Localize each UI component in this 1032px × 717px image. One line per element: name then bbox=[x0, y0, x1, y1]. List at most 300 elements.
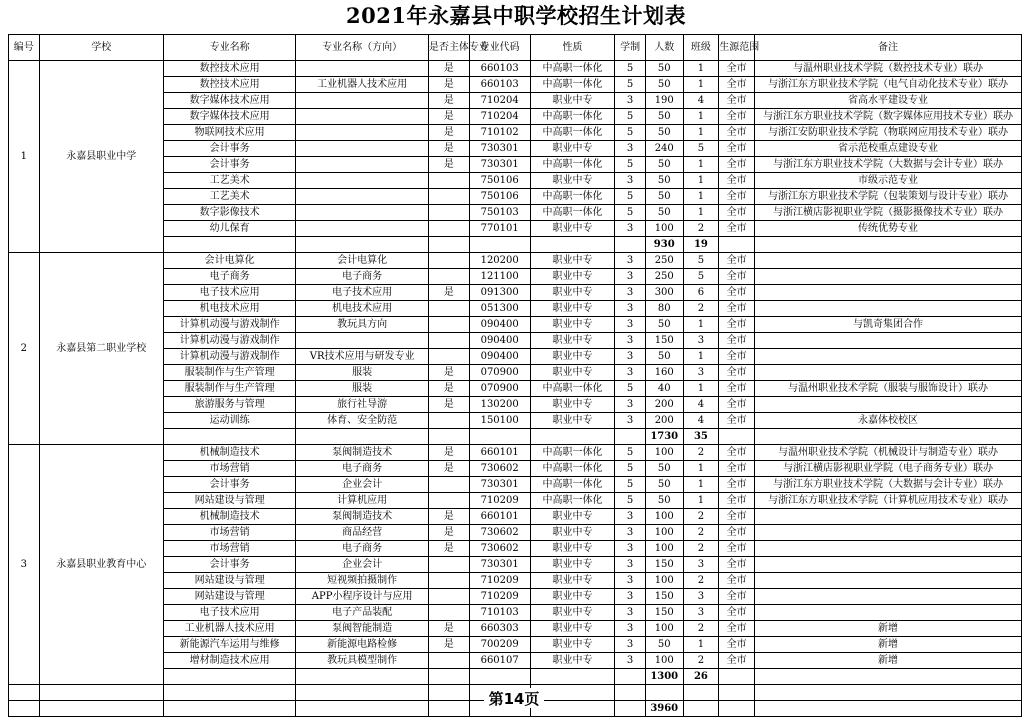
is-main-cell: 是 bbox=[428, 461, 469, 477]
scope-cell: 全市 bbox=[719, 205, 755, 221]
remarks-cell: 与浙江东方职业技术学院（大数据与会计专业）联办 bbox=[754, 157, 1021, 173]
is-main-cell: 是 bbox=[428, 109, 469, 125]
scope-cell: 全市 bbox=[719, 141, 755, 157]
major-cell: 工艺美术 bbox=[163, 189, 295, 205]
direction-cell: 服装 bbox=[296, 381, 428, 397]
empty-cell bbox=[39, 685, 163, 701]
students-cell: 40 bbox=[645, 381, 683, 397]
type-cell: 职业中专 bbox=[530, 541, 615, 557]
remarks-cell: 与温州职业技术学院（机械设计与制造专业）联办 bbox=[754, 445, 1021, 461]
is-main-cell bbox=[428, 317, 469, 333]
classes-cell: 1 bbox=[683, 173, 719, 189]
classes-cell: 2 bbox=[683, 301, 719, 317]
scope-cell: 全市 bbox=[719, 509, 755, 525]
years-cell: 3 bbox=[615, 93, 646, 109]
classes-cell: 1 bbox=[683, 477, 719, 493]
direction-cell bbox=[296, 93, 428, 109]
empty-cell bbox=[163, 237, 295, 253]
code-cell: 120200 bbox=[469, 253, 530, 269]
empty-cell bbox=[615, 701, 646, 717]
type-cell: 中高职一体化 bbox=[530, 61, 615, 77]
direction-cell: 泵阀制造技术 bbox=[296, 509, 428, 525]
type-cell: 中高职一体化 bbox=[530, 109, 615, 125]
direction-cell bbox=[296, 189, 428, 205]
type-cell: 职业中专 bbox=[530, 397, 615, 413]
is-main-cell bbox=[428, 349, 469, 365]
classes-cell: 3 bbox=[683, 605, 719, 621]
code-cell: 660103 bbox=[469, 77, 530, 93]
type-cell: 中高职一体化 bbox=[530, 445, 615, 461]
type-cell: 职业中专 bbox=[530, 317, 615, 333]
students-cell: 50 bbox=[645, 493, 683, 509]
years-cell: 3 bbox=[615, 573, 646, 589]
major-cell: 电子商务 bbox=[163, 269, 295, 285]
type-cell: 职业中专 bbox=[530, 413, 615, 429]
scope-cell: 全市 bbox=[719, 525, 755, 541]
empty-cell bbox=[719, 429, 755, 445]
students-cell: 50 bbox=[645, 189, 683, 205]
remarks-cell: 与浙江横店影视职业学院（摄影摄像技术专业）联办 bbox=[754, 205, 1021, 221]
scope-cell: 全市 bbox=[719, 109, 755, 125]
years-cell: 3 bbox=[615, 397, 646, 413]
empty-cell bbox=[163, 669, 295, 685]
empty-cell bbox=[615, 685, 646, 701]
remarks-cell: 与浙江横店影视职业学院（电子商务专业）联办 bbox=[754, 461, 1021, 477]
students-cell: 50 bbox=[645, 461, 683, 477]
is-main-cell bbox=[428, 413, 469, 429]
code-cell: 730301 bbox=[469, 477, 530, 493]
remarks-cell: 与温州职业技术学院（数控技术专业）联办 bbox=[754, 61, 1021, 77]
scope-cell: 全市 bbox=[719, 317, 755, 333]
direction-cell bbox=[296, 333, 428, 349]
scope-cell: 全市 bbox=[719, 381, 755, 397]
students-cell: 100 bbox=[645, 525, 683, 541]
major-cell: 会计电算化 bbox=[163, 253, 295, 269]
scope-cell: 全市 bbox=[719, 573, 755, 589]
is-main-cell: 是 bbox=[428, 541, 469, 557]
classes-cell: 1 bbox=[683, 157, 719, 173]
empty-cell bbox=[530, 237, 615, 253]
is-main-cell bbox=[428, 477, 469, 493]
is-main-cell: 是 bbox=[428, 125, 469, 141]
type-cell: 职业中专 bbox=[530, 557, 615, 573]
students-cell: 50 bbox=[645, 77, 683, 93]
years-cell: 3 bbox=[615, 221, 646, 237]
remarks-cell: 传统优势专业 bbox=[754, 221, 1021, 237]
major-cell: 市场营销 bbox=[163, 525, 295, 541]
school-number-cell: 3 bbox=[9, 445, 40, 685]
students-cell: 50 bbox=[645, 173, 683, 189]
students-cell: 100 bbox=[645, 653, 683, 669]
scope-cell: 全市 bbox=[719, 269, 755, 285]
code-cell: 070900 bbox=[469, 365, 530, 381]
direction-cell: 电子产品装配 bbox=[296, 605, 428, 621]
empty-cell bbox=[683, 701, 719, 717]
remarks-cell: 永嘉体校校区 bbox=[754, 413, 1021, 429]
header-type: 性质 bbox=[530, 35, 615, 61]
students-cell: 190 bbox=[645, 93, 683, 109]
scope-cell: 全市 bbox=[719, 93, 755, 109]
classes-cell: 2 bbox=[683, 525, 719, 541]
classes-cell: 1 bbox=[683, 493, 719, 509]
remarks-cell bbox=[754, 269, 1021, 285]
classes-cell: 1 bbox=[683, 317, 719, 333]
direction-cell: 泵阀制造技术 bbox=[296, 445, 428, 461]
type-cell: 职业中专 bbox=[530, 605, 615, 621]
code-cell: 710204 bbox=[469, 109, 530, 125]
classes-cell: 3 bbox=[683, 333, 719, 349]
major-cell: 计算机动漫与游戏制作 bbox=[163, 317, 295, 333]
header-school: 学校 bbox=[39, 35, 163, 61]
direction-cell: 企业会计 bbox=[296, 557, 428, 573]
empty-cell bbox=[296, 237, 428, 253]
type-cell: 职业中专 bbox=[530, 525, 615, 541]
code-cell: 090400 bbox=[469, 317, 530, 333]
years-cell: 3 bbox=[615, 333, 646, 349]
remarks-cell: 与浙江东方职业技术学院（大数据与会计专业）联办 bbox=[754, 477, 1021, 493]
page-title: 2021年永嘉县中职学校招生计划表 bbox=[346, 3, 686, 28]
page-number: 第14页 bbox=[484, 688, 544, 708]
major-cell: 新能源汽车运用与维修 bbox=[163, 637, 295, 653]
scope-cell: 全市 bbox=[719, 301, 755, 317]
code-cell: 121100 bbox=[469, 269, 530, 285]
scope-cell: 全市 bbox=[719, 189, 755, 205]
classes-cell: 6 bbox=[683, 285, 719, 301]
remarks-cell bbox=[754, 285, 1021, 301]
classes-cell: 5 bbox=[683, 269, 719, 285]
scope-cell: 全市 bbox=[719, 621, 755, 637]
is-main-cell: 是 bbox=[428, 525, 469, 541]
students-cell: 50 bbox=[645, 349, 683, 365]
type-cell: 职业中专 bbox=[530, 93, 615, 109]
direction-cell bbox=[296, 221, 428, 237]
remarks-cell: 与浙江东方职业技术学院（数字媒体应用技术专业）联办 bbox=[754, 109, 1021, 125]
direction-cell: 旅行社导游 bbox=[296, 397, 428, 413]
type-cell: 职业中专 bbox=[530, 173, 615, 189]
is-main-cell bbox=[428, 605, 469, 621]
type-cell: 中高职一体化 bbox=[530, 157, 615, 173]
direction-cell: 电子商务 bbox=[296, 269, 428, 285]
is-main-cell bbox=[428, 573, 469, 589]
remarks-cell bbox=[754, 557, 1021, 573]
school-name-cell: 永嘉县第二职业学校 bbox=[39, 253, 163, 445]
remarks-cell: 与温州职业技术学院（服装与服饰设计）联办 bbox=[754, 381, 1021, 397]
major-cell: 运动训练 bbox=[163, 413, 295, 429]
empty-cell bbox=[469, 429, 530, 445]
scope-cell: 全市 bbox=[719, 605, 755, 621]
direction-cell: 泵阀智能制造 bbox=[296, 621, 428, 637]
direction-cell bbox=[296, 157, 428, 173]
type-cell: 职业中专 bbox=[530, 637, 615, 653]
empty-cell bbox=[754, 701, 1021, 717]
code-cell: 091300 bbox=[469, 285, 530, 301]
students-cell: 50 bbox=[645, 637, 683, 653]
years-cell: 5 bbox=[615, 61, 646, 77]
students-cell: 50 bbox=[645, 61, 683, 77]
code-cell: 710209 bbox=[469, 589, 530, 605]
empty-cell bbox=[296, 429, 428, 445]
students-cell: 200 bbox=[645, 413, 683, 429]
is-main-cell bbox=[428, 221, 469, 237]
code-cell: 750106 bbox=[469, 173, 530, 189]
direction-cell: 电子商务 bbox=[296, 541, 428, 557]
subtotal-classes: 26 bbox=[683, 669, 719, 685]
students-cell: 150 bbox=[645, 605, 683, 621]
years-cell: 3 bbox=[615, 253, 646, 269]
empty-cell bbox=[645, 685, 683, 701]
header-no: 编号 bbox=[9, 35, 40, 61]
type-cell: 职业中专 bbox=[530, 333, 615, 349]
direction-cell: APP小程序设计与应用 bbox=[296, 589, 428, 605]
code-cell: 750103 bbox=[469, 205, 530, 221]
direction-cell: 电子技术应用 bbox=[296, 285, 428, 301]
students-cell: 150 bbox=[645, 589, 683, 605]
remarks-cell: 新增 bbox=[754, 637, 1021, 653]
direction-cell: 工业机器人技术应用 bbox=[296, 77, 428, 93]
classes-cell: 3 bbox=[683, 589, 719, 605]
code-cell: 710209 bbox=[469, 493, 530, 509]
major-cell: 电子技术应用 bbox=[163, 285, 295, 301]
empty-cell bbox=[428, 701, 469, 717]
scope-cell: 全市 bbox=[719, 125, 755, 141]
students-cell: 100 bbox=[645, 621, 683, 637]
scope-cell: 全市 bbox=[719, 61, 755, 77]
major-cell: 数控技术应用 bbox=[163, 61, 295, 77]
years-cell: 5 bbox=[615, 461, 646, 477]
subtotal-students: 1300 bbox=[645, 669, 683, 685]
code-cell: 090400 bbox=[469, 349, 530, 365]
remarks-cell bbox=[754, 253, 1021, 269]
type-cell: 职业中专 bbox=[530, 621, 615, 637]
empty-cell bbox=[296, 701, 428, 717]
subtotal-students: 930 bbox=[645, 237, 683, 253]
years-cell: 5 bbox=[615, 189, 646, 205]
code-cell: 090400 bbox=[469, 333, 530, 349]
years-cell: 5 bbox=[615, 205, 646, 221]
remarks-cell: 与浙江东方职业技术学院（计算机应用技术专业）联办 bbox=[754, 493, 1021, 509]
major-cell: 工艺美术 bbox=[163, 173, 295, 189]
is-main-cell: 是 bbox=[428, 77, 469, 93]
major-cell: 服装制作与生产管理 bbox=[163, 381, 295, 397]
major-cell: 数字影像技术 bbox=[163, 205, 295, 221]
remarks-cell bbox=[754, 589, 1021, 605]
classes-cell: 1 bbox=[683, 461, 719, 477]
direction-cell bbox=[296, 125, 428, 141]
remarks-cell: 市级示范专业 bbox=[754, 173, 1021, 189]
empty-cell bbox=[615, 237, 646, 253]
table-row bbox=[9, 61, 1022, 77]
major-cell: 机械制造技术 bbox=[163, 509, 295, 525]
classes-cell: 1 bbox=[683, 189, 719, 205]
empty-cell bbox=[719, 701, 755, 717]
scope-cell: 全市 bbox=[719, 349, 755, 365]
scope-cell: 全市 bbox=[719, 157, 755, 173]
years-cell: 3 bbox=[615, 173, 646, 189]
is-main-cell: 是 bbox=[428, 93, 469, 109]
is-main-cell bbox=[428, 333, 469, 349]
major-cell: 计算机动漫与游戏制作 bbox=[163, 349, 295, 365]
remarks-cell bbox=[754, 605, 1021, 621]
scope-cell: 全市 bbox=[719, 557, 755, 573]
years-cell: 3 bbox=[615, 365, 646, 381]
years-cell: 5 bbox=[615, 381, 646, 397]
code-cell: 660303 bbox=[469, 621, 530, 637]
code-cell: 730602 bbox=[469, 541, 530, 557]
scope-cell: 全市 bbox=[719, 637, 755, 653]
students-cell: 100 bbox=[645, 541, 683, 557]
empty-cell bbox=[163, 685, 295, 701]
years-cell: 5 bbox=[615, 445, 646, 461]
students-cell: 50 bbox=[645, 477, 683, 493]
classes-cell: 5 bbox=[683, 141, 719, 157]
type-cell: 职业中专 bbox=[530, 349, 615, 365]
subtotal-students: 1730 bbox=[645, 429, 683, 445]
years-cell: 3 bbox=[615, 525, 646, 541]
is-main-cell: 是 bbox=[428, 637, 469, 653]
major-cell: 服装制作与生产管理 bbox=[163, 365, 295, 381]
empty-cell bbox=[615, 669, 646, 685]
direction-cell: 短视频拍摄制作 bbox=[296, 573, 428, 589]
students-cell: 50 bbox=[645, 109, 683, 125]
code-cell: 710204 bbox=[469, 93, 530, 109]
header-code: 专业代码 bbox=[469, 35, 530, 61]
years-cell: 3 bbox=[615, 349, 646, 365]
is-main-cell bbox=[428, 301, 469, 317]
type-cell: 职业中专 bbox=[530, 301, 615, 317]
code-cell: 660107 bbox=[469, 653, 530, 669]
students-cell: 150 bbox=[645, 557, 683, 573]
years-cell: 5 bbox=[615, 477, 646, 493]
remarks-cell: 新增 bbox=[754, 653, 1021, 669]
major-cell: 会计事务 bbox=[163, 141, 295, 157]
major-cell: 市场营销 bbox=[163, 541, 295, 557]
is-main-cell bbox=[428, 493, 469, 509]
direction-cell bbox=[296, 173, 428, 189]
direction-cell: 服装 bbox=[296, 365, 428, 381]
years-cell: 3 bbox=[615, 557, 646, 573]
empty-cell bbox=[530, 429, 615, 445]
remarks-cell bbox=[754, 509, 1021, 525]
major-cell: 机械制造技术 bbox=[163, 445, 295, 461]
empty-cell bbox=[469, 669, 530, 685]
classes-cell: 2 bbox=[683, 621, 719, 637]
type-cell: 中高职一体化 bbox=[530, 477, 615, 493]
code-cell: 700209 bbox=[469, 637, 530, 653]
school-name-cell: 永嘉县职业中学 bbox=[39, 61, 163, 253]
scope-cell: 全市 bbox=[719, 285, 755, 301]
years-cell: 3 bbox=[615, 413, 646, 429]
code-cell: 730602 bbox=[469, 461, 530, 477]
code-cell: 730301 bbox=[469, 557, 530, 573]
code-cell: 750106 bbox=[469, 189, 530, 205]
classes-cell: 2 bbox=[683, 573, 719, 589]
major-cell: 会计事务 bbox=[163, 157, 295, 173]
students-cell: 240 bbox=[645, 141, 683, 157]
scope-cell: 全市 bbox=[719, 77, 755, 93]
type-cell: 职业中专 bbox=[530, 253, 615, 269]
major-cell: 物联网技术应用 bbox=[163, 125, 295, 141]
direction-cell: 机电技术应用 bbox=[296, 301, 428, 317]
code-cell: 730301 bbox=[469, 141, 530, 157]
table-row bbox=[9, 445, 1022, 461]
students-cell: 160 bbox=[645, 365, 683, 381]
type-cell: 中高职一体化 bbox=[530, 381, 615, 397]
direction-cell: 体育、安全防范 bbox=[296, 413, 428, 429]
years-cell: 3 bbox=[615, 509, 646, 525]
major-cell: 计算机动漫与游戏制作 bbox=[163, 333, 295, 349]
students-cell: 50 bbox=[645, 125, 683, 141]
remarks-cell: 与浙江东方职业技术学院（电气自动化技术专业）联办 bbox=[754, 77, 1021, 93]
remarks-cell bbox=[754, 397, 1021, 413]
subtotal-classes: 19 bbox=[683, 237, 719, 253]
scope-cell: 全市 bbox=[719, 589, 755, 605]
major-cell: 市场营销 bbox=[163, 461, 295, 477]
major-cell: 网站建设与管理 bbox=[163, 589, 295, 605]
is-main-cell: 是 bbox=[428, 157, 469, 173]
empty-cell bbox=[428, 669, 469, 685]
remarks-cell bbox=[754, 365, 1021, 381]
empty-cell bbox=[9, 701, 40, 717]
years-cell: 3 bbox=[615, 141, 646, 157]
students-cell: 250 bbox=[645, 253, 683, 269]
code-cell: 710103 bbox=[469, 605, 530, 621]
is-main-cell bbox=[428, 173, 469, 189]
is-main-cell: 是 bbox=[428, 621, 469, 637]
direction-cell bbox=[296, 205, 428, 221]
is-main-cell: 是 bbox=[428, 141, 469, 157]
scope-cell: 全市 bbox=[719, 253, 755, 269]
major-cell: 增材制造技术应用 bbox=[163, 653, 295, 669]
empty-cell bbox=[754, 429, 1021, 445]
empty-cell bbox=[530, 669, 615, 685]
is-main-cell bbox=[428, 253, 469, 269]
years-cell: 3 bbox=[615, 589, 646, 605]
years-cell: 3 bbox=[615, 285, 646, 301]
students-cell: 50 bbox=[645, 317, 683, 333]
code-cell: 051300 bbox=[469, 301, 530, 317]
years-cell: 5 bbox=[615, 109, 646, 125]
type-cell: 中高职一体化 bbox=[530, 461, 615, 477]
direction-cell: 新能源电路检修 bbox=[296, 637, 428, 653]
years-cell: 5 bbox=[615, 157, 646, 173]
major-cell: 网站建设与管理 bbox=[163, 573, 295, 589]
type-cell: 职业中专 bbox=[530, 285, 615, 301]
is-main-cell: 是 bbox=[428, 365, 469, 381]
remarks-cell: 省高水平建设专业 bbox=[754, 93, 1021, 109]
is-main-cell bbox=[428, 653, 469, 669]
classes-cell: 1 bbox=[683, 77, 719, 93]
code-cell: 710209 bbox=[469, 573, 530, 589]
header-major: 专业名称 bbox=[163, 35, 295, 61]
direction-cell: 教玩具模型制作 bbox=[296, 653, 428, 669]
scope-cell: 全市 bbox=[719, 493, 755, 509]
type-cell: 中高职一体化 bbox=[530, 77, 615, 93]
years-cell: 3 bbox=[615, 653, 646, 669]
direction-cell bbox=[296, 61, 428, 77]
students-cell: 300 bbox=[645, 285, 683, 301]
major-cell: 幼儿保育 bbox=[163, 221, 295, 237]
scope-cell: 全市 bbox=[719, 397, 755, 413]
table-row bbox=[9, 253, 1022, 269]
scope-cell: 全市 bbox=[719, 221, 755, 237]
major-cell: 工业机器人技术应用 bbox=[163, 621, 295, 637]
scope-cell: 全市 bbox=[719, 413, 755, 429]
type-cell: 中高职一体化 bbox=[530, 493, 615, 509]
remarks-cell bbox=[754, 333, 1021, 349]
scope-cell: 全市 bbox=[719, 173, 755, 189]
direction-cell: 计算机应用 bbox=[296, 493, 428, 509]
classes-cell: 3 bbox=[683, 365, 719, 381]
